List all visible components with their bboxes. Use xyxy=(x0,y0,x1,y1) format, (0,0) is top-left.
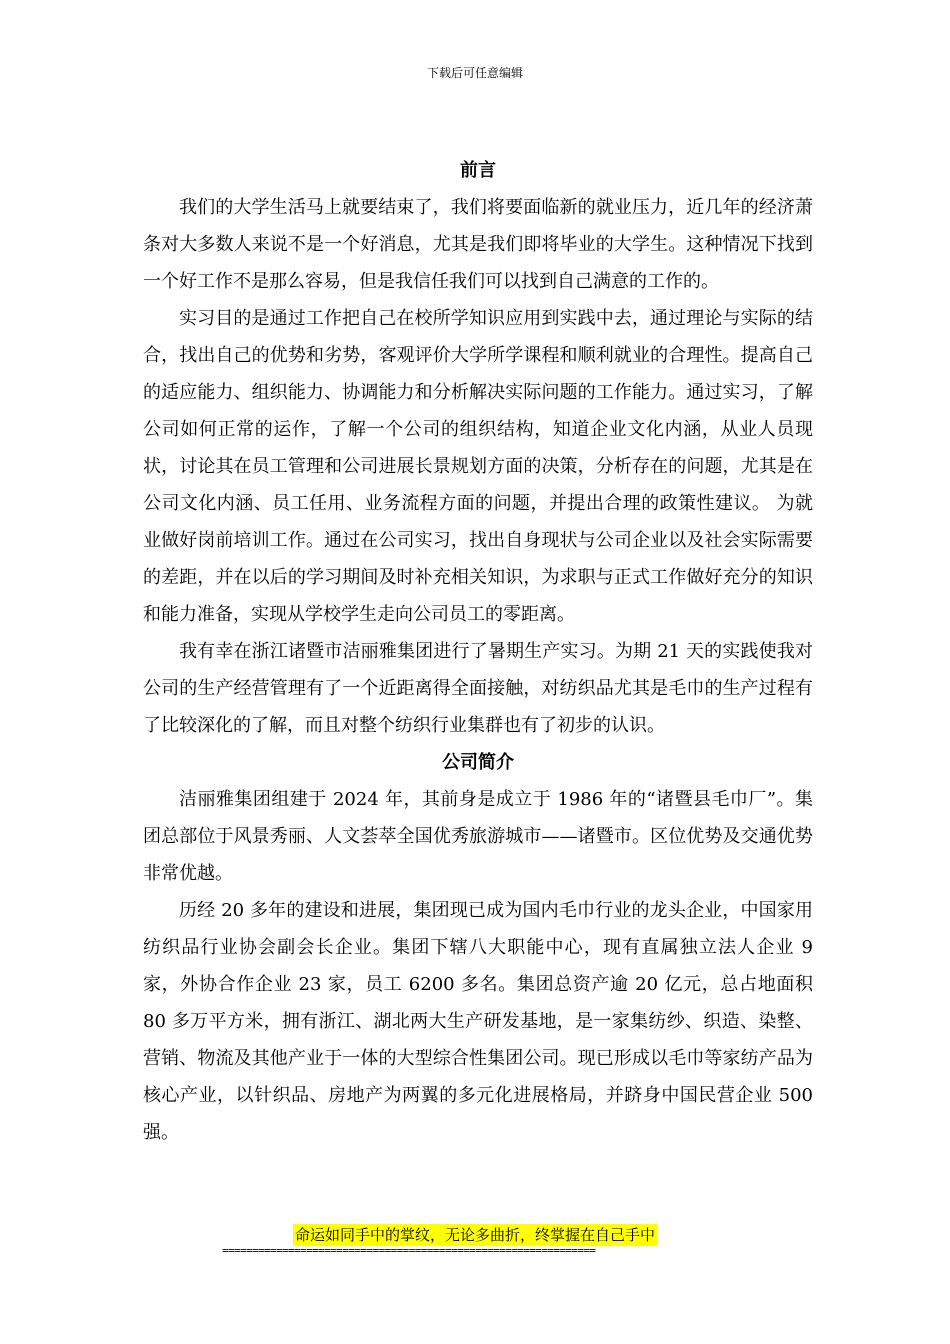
company-paragraph-2: 历经 20 多年的建设和进展，集团现已成为国内毛巾行业的龙头企业，中国家用纺织品行业协会副会长企业。集团下辖八大职能中心，现有直属独立法人企业 9 家，外协合作企业 23 家，员工 6200 多名。集团总资产逾 20 亿元，总占地面积 80 多万平方米，拥有浙江、湖北两大生产研发基地，是一家集纺纱、织造、染整、营销、物流及其他产业于一体的大型综合性集团公司。现已形成以毛巾等家纺产品为核心产业，以针织品、房地产为两翼的多元化进展格局，并跻身中国民营企业 500 强。 xyxy=(143,900,813,1143)
section-title-company-profile: 公司简介 xyxy=(442,752,514,773)
footer-rule: ============================================================== xyxy=(222,1244,596,1257)
page-footer xyxy=(0,1224,950,1246)
preface-paragraph-3: 我有幸在浙江诸暨市洁丽雅集团进行了暑期生产实习。为期 21 天的实践使我对公司的生产经营管理有了一个近距离得全面接触，对纺织品尤其是毛巾的生产过程有了比较深化的了解，而且对整个纺织行业集群也有了初步的认识。 xyxy=(143,641,813,736)
company-paragraph-1: 洁丽雅集团组建于 2024 年，其前身是成立于 1986 年的“诸暨县毛巾厂”。集团总部位于风景秀丽、人文荟萃全国优秀旅游城市——诸暨市。区位优势及交通优势非常优越。 xyxy=(143,789,813,884)
preface-paragraph-1: 我们的大学生活马上就要结束了，我们将要面临新的就业压力，近几年的经济萧条对大多数人来说不是一个好消息，尤其是我们即将毕业的大学生。这种情况下找到一个好工作不是那么容易，但是我信任我们可以找到自己满意的工作的。 xyxy=(143,197,813,292)
section-title-preface: 前言 xyxy=(460,160,496,181)
header-note: 下载后可任意编辑 xyxy=(426,66,523,80)
footer-motto: 命运如同手中的掌纹，无论多曲折，终掌握在自己手中 xyxy=(294,1226,655,1244)
preface-paragraph-2: 实习目的是通过工作把自己在校所学知识应用到实践中去，通过理论与实际的结合，找出自己的优势和劣势，客观评价大学所学课程和顺利就业的合理性。提高自己的适应能力、组织能力、协调能力和分析解决实际问题的工作能力。通过实习，了解公司如何正常的运作，了解一个公司的组织结构，知道企业文化内涵，从业人员现状，讨论其在员工管理和公司进展长景规划方面的决策，分析存在的问题，尤其是在公司文化内涵、员工任用、业务流程方面的问题，并提出合理的政策性建议。 为就业做好岗前培训工作。通过在公司实习，找出自身现状与公司企业以及社会实际需要的差距，并在以后的学习期间及时补充相关知识，为求职与正式工作做好充分的知识和能力准备，实现从学校学生走向公司员工的零距离。 xyxy=(143,308,813,625)
document-body xyxy=(143,152,813,1151)
